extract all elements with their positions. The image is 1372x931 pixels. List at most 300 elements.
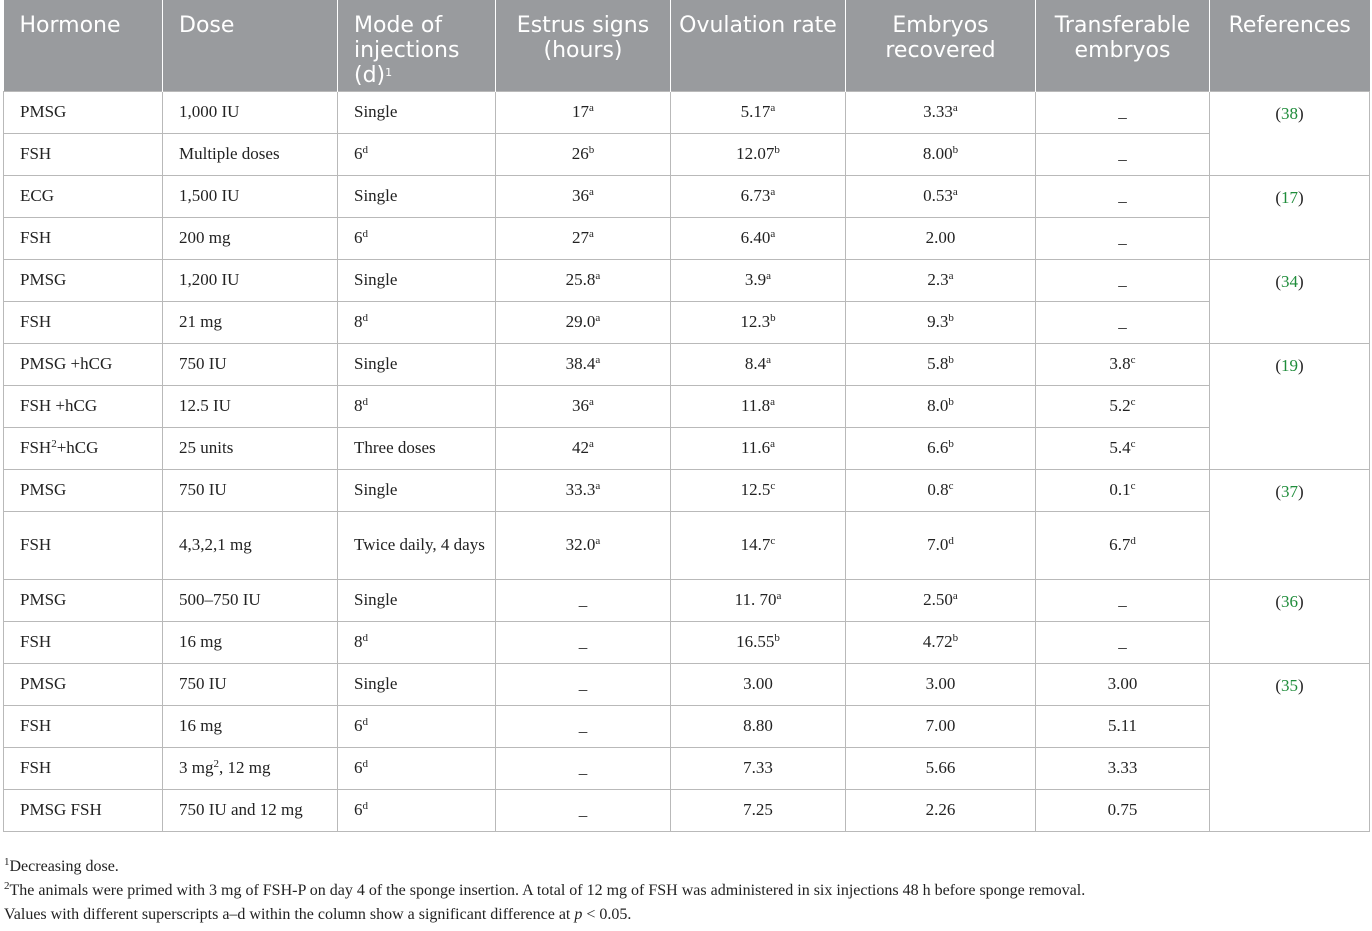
cell-dose xyxy=(163,789,338,831)
cell-transferable-value: 5.11 xyxy=(1107,716,1138,735)
cell-mode-superscript: d xyxy=(362,228,368,240)
cell-embryos-value: 7.00 xyxy=(925,716,956,735)
cell-embryos-value: 3.33 xyxy=(923,102,953,121)
cell-embryos xyxy=(846,511,1036,579)
cell-transferable-value: 5.2 xyxy=(1109,396,1131,415)
cell-ovulation xyxy=(671,747,846,789)
cell-ovulation xyxy=(671,217,846,259)
reference-link[interactable]: 19 xyxy=(1281,355,1298,375)
cell-ovulation-value: 6.73 xyxy=(740,186,771,205)
cell-embryos-superscript: a xyxy=(952,186,958,198)
cell-hormone xyxy=(4,175,163,217)
cell-ovulation xyxy=(671,427,846,469)
cell-embryos-value: 5.66 xyxy=(925,758,956,777)
cell-ovulation-value: 11.8 xyxy=(740,396,771,415)
cell-embryos-value: 2.3 xyxy=(927,270,949,289)
cell-ovulation-value: 14.7 xyxy=(740,535,771,554)
footnote-3-variable: p xyxy=(574,906,583,923)
cell-ovulation xyxy=(671,175,846,217)
cell-ovulation-value: 7.33 xyxy=(743,758,773,777)
cell-estrus-superscript: a xyxy=(589,228,594,240)
cell-ovulation-superscript: c xyxy=(770,535,776,547)
cell-dose-value: 200 mg xyxy=(179,228,231,247)
cell-ovulation xyxy=(671,259,846,301)
footnotes xyxy=(4,855,1364,927)
cell-reference xyxy=(1210,579,1370,663)
cell-estrus-value: _ xyxy=(578,632,588,651)
cell-estrus-superscript: a xyxy=(595,535,601,547)
cell-embryos-value: 2.50 xyxy=(923,590,953,609)
reference-open-paren: ( xyxy=(1275,355,1281,375)
cell-embryos xyxy=(846,385,1036,427)
reference-open-paren: ( xyxy=(1275,271,1281,291)
cell-estrus xyxy=(496,217,671,259)
cell-hormone xyxy=(4,747,163,789)
cell-embryos-value: 9.3 xyxy=(927,312,949,331)
cell-ovulation-value: 7.25 xyxy=(743,800,773,819)
cell-embryos-value: 6.6 xyxy=(927,438,949,457)
table-row xyxy=(4,705,1370,747)
cell-mode-superscript: d xyxy=(362,396,368,408)
cell-hormone xyxy=(4,217,163,259)
cell-dose xyxy=(163,469,338,511)
cell-estrus xyxy=(496,621,671,663)
cell-estrus-value: 26 xyxy=(571,144,589,163)
cell-mode-value: 6 xyxy=(354,800,363,819)
cell-ovulation-superscript: a xyxy=(766,270,772,282)
cell-dose xyxy=(163,175,338,217)
cell-estrus-value: 36 xyxy=(572,186,590,205)
cell-dose-value: 1,500 IU xyxy=(179,186,240,205)
cell-embryos-superscript: b xyxy=(948,312,954,324)
cell-dose-value: 750 IU and 12 mg xyxy=(179,800,303,819)
cell-transferable-superscript: c xyxy=(1130,396,1136,408)
cell-embryos-value: 0.8 xyxy=(927,480,949,499)
cell-hormone-superscript: 2 xyxy=(51,438,57,450)
cell-estrus-superscript: a xyxy=(589,102,594,114)
cell-hormone-value: FSH xyxy=(20,632,52,651)
cell-ovulation xyxy=(671,579,846,621)
col-header-references: References xyxy=(1210,0,1370,91)
cell-ovulation-value: 8.80 xyxy=(743,716,773,735)
cell-hormone-value: FSH xyxy=(20,758,52,777)
cell-embryos-superscript: b xyxy=(948,438,954,450)
cell-ovulation xyxy=(671,511,846,579)
cell-mode-superscript: d xyxy=(362,632,368,644)
cell-dose-value: 16 mg xyxy=(179,632,222,651)
cell-estrus-superscript: a xyxy=(589,186,594,198)
cell-dose-value: 4,3,2,1 mg xyxy=(179,535,252,554)
footnote-3-text: Values with different superscripts a–d within the column show a significant difference at xyxy=(4,906,571,923)
cell-dose xyxy=(163,133,338,175)
reference-link[interactable]: 17 xyxy=(1281,187,1298,207)
cell-mode-superscript: d xyxy=(362,312,368,324)
cell-reference xyxy=(1210,175,1370,259)
cell-dose-value: 750 IU xyxy=(179,354,227,373)
cell-transferable-superscript: c xyxy=(1130,480,1136,492)
cell-ovulation xyxy=(671,91,846,133)
cell-estrus-superscript: a xyxy=(595,480,601,492)
cell-embryos-superscript: b xyxy=(948,354,954,366)
cell-mode xyxy=(338,621,496,663)
cell-estrus xyxy=(496,343,671,385)
cell-mode xyxy=(338,469,496,511)
cell-mode xyxy=(338,91,496,133)
cell-hormone-value: PMSG xyxy=(20,480,67,499)
cell-transferable xyxy=(1036,175,1210,217)
cell-estrus-superscript: a xyxy=(595,270,601,282)
cell-mode-superscript: d xyxy=(362,144,368,156)
cell-embryos xyxy=(846,343,1036,385)
cell-mode-superscript: d xyxy=(362,758,368,770)
reference-close-paren: ) xyxy=(1298,103,1304,123)
cell-estrus xyxy=(496,789,671,831)
table-row xyxy=(4,579,1370,621)
cell-dose-superscript: 2 xyxy=(213,758,219,770)
reference-link[interactable]: 35 xyxy=(1281,675,1298,695)
cell-ovulation-superscript: a xyxy=(770,186,776,198)
reference-link[interactable]: 36 xyxy=(1281,591,1298,611)
table-row xyxy=(4,747,1370,789)
cell-embryos xyxy=(846,217,1036,259)
footnote-1-marker: 1 xyxy=(4,856,10,868)
table-container xyxy=(3,0,1369,832)
cell-transferable xyxy=(1036,621,1210,663)
cell-transferable-value: 3.00 xyxy=(1107,674,1138,693)
cell-transferable-value: _ xyxy=(1118,312,1127,331)
cell-transferable-superscript: c xyxy=(1130,438,1136,450)
cell-hormone-value: PMSG xyxy=(20,102,67,121)
cell-dose xyxy=(163,747,338,789)
cell-estrus xyxy=(496,511,671,579)
cell-embryos xyxy=(846,747,1036,789)
cell-estrus-value: _ xyxy=(578,674,588,693)
cell-estrus-value: 17 xyxy=(572,102,590,121)
cell-embryos-value: 0.53 xyxy=(923,186,953,205)
cell-transferable xyxy=(1036,385,1210,427)
cell-embryos xyxy=(846,259,1036,301)
cell-ovulation xyxy=(671,663,846,705)
cell-mode-value: Three doses xyxy=(354,438,436,457)
reference-link[interactable]: 37 xyxy=(1281,481,1298,501)
table-row xyxy=(4,133,1370,175)
cell-mode-value: 6 xyxy=(354,228,363,247)
cell-mode xyxy=(338,217,496,259)
cell-hormone xyxy=(4,91,163,133)
cell-embryos xyxy=(846,91,1036,133)
cell-transferable-value: _ xyxy=(1118,102,1127,121)
cell-hormone xyxy=(4,469,163,511)
cell-transferable-superscript: d xyxy=(1130,535,1136,547)
cell-ovulation-superscript: a xyxy=(766,354,772,366)
cell-mode xyxy=(338,789,496,831)
cell-mode-superscript: d xyxy=(362,716,368,728)
cell-embryos-superscript: a xyxy=(952,102,958,114)
cell-embryos-value: 8.00 xyxy=(922,144,953,163)
cell-ovulation-superscript: a xyxy=(770,438,775,450)
cell-estrus xyxy=(496,705,671,747)
cell-estrus-value: _ xyxy=(578,758,588,777)
cell-mode-value: 6 xyxy=(354,144,363,163)
cell-transferable xyxy=(1036,133,1210,175)
table-row xyxy=(4,385,1370,427)
cell-dose-value: 500–750 IU xyxy=(179,590,261,609)
cell-embryos-value: 3.00 xyxy=(925,674,956,693)
table-row xyxy=(4,175,1370,217)
cell-ovulation xyxy=(671,705,846,747)
cell-ovulation-superscript: b xyxy=(774,144,780,156)
cell-embryos xyxy=(846,175,1036,217)
cell-ovulation-value: 11. 70 xyxy=(734,590,777,609)
cell-ovulation-value: 8.4 xyxy=(744,354,767,373)
header-row xyxy=(4,0,1370,91)
cell-ovulation-value: 12.3 xyxy=(740,312,771,331)
cell-hormone-value: PMSG +hCG xyxy=(20,354,113,373)
cell-embryos-superscript: d xyxy=(948,535,954,547)
cell-dose xyxy=(163,705,338,747)
reference-link[interactable]: 34 xyxy=(1281,271,1298,291)
cell-mode-superscript: d xyxy=(362,800,368,812)
reference-link[interactable]: 38 xyxy=(1281,103,1298,123)
cell-transferable-value: 6.7 xyxy=(1109,535,1131,554)
cell-transferable-value: 3.8 xyxy=(1109,354,1131,373)
cell-transferable xyxy=(1036,217,1210,259)
cell-embryos xyxy=(846,469,1036,511)
reference-close-paren: ) xyxy=(1298,271,1304,291)
cell-transferable xyxy=(1036,663,1210,705)
cell-dose-value: 1,000 IU xyxy=(179,102,240,121)
cell-embryos-value: 5.8 xyxy=(927,354,949,373)
cell-transferable-superscript: c xyxy=(1130,354,1136,366)
cell-mode xyxy=(338,301,496,343)
cell-hormone xyxy=(4,133,163,175)
cell-ovulation-superscript: a xyxy=(770,102,776,114)
cell-dose xyxy=(163,663,338,705)
cell-dose-value: 16 mg xyxy=(179,716,222,735)
reference-close-paren: ) xyxy=(1298,675,1304,695)
cell-transferable-value: _ xyxy=(1118,590,1127,609)
cell-hormone-value: PMSG xyxy=(20,270,67,289)
cell-estrus-superscript: a xyxy=(589,396,594,408)
cell-mode xyxy=(338,133,496,175)
cell-dose xyxy=(163,579,338,621)
cell-ovulation-value: 16.55 xyxy=(736,632,775,651)
cell-ovulation xyxy=(671,301,846,343)
cell-dose xyxy=(163,259,338,301)
col-header-mode xyxy=(338,0,496,91)
cell-ovulation xyxy=(671,789,846,831)
cell-hormone xyxy=(4,343,163,385)
cell-mode-value: Single xyxy=(354,590,398,609)
cell-estrus xyxy=(496,91,671,133)
cell-reference xyxy=(1210,259,1370,343)
cell-mode-value: 8 xyxy=(354,312,363,331)
cell-estrus-value: 36 xyxy=(572,396,590,415)
cell-dose-value: 3 mg xyxy=(179,758,214,777)
cell-transferable xyxy=(1036,511,1210,579)
col-header-mode-sup: 1 xyxy=(385,66,393,79)
reference-open-paren: ( xyxy=(1275,103,1281,123)
cell-embryos-superscript: a xyxy=(948,270,954,282)
reference-close-paren: ) xyxy=(1298,481,1304,501)
table-row xyxy=(4,259,1370,301)
cell-estrus xyxy=(496,175,671,217)
cell-ovulation xyxy=(671,469,846,511)
cell-transferable-value: 0.75 xyxy=(1107,800,1138,819)
cell-ovulation-value: 11.6 xyxy=(740,438,771,457)
cell-ovulation-superscript: a xyxy=(776,590,782,602)
cell-dose xyxy=(163,427,338,469)
cell-dose-suffix: , 12 mg xyxy=(218,758,271,777)
cell-dose xyxy=(163,621,338,663)
footnote-2-text: The animals were primed with 3 mg of FSH-P on day 4 of the sponge insertion. A total of 12 mg of FSH was administered in six injections 48 h before sponge removal. xyxy=(9,882,1086,899)
table-row xyxy=(4,301,1370,343)
cell-estrus xyxy=(496,301,671,343)
cell-estrus xyxy=(496,259,671,301)
cell-transferable-value: _ xyxy=(1118,144,1127,163)
cell-mode-value: 8 xyxy=(354,396,363,415)
cell-estrus xyxy=(496,385,671,427)
table-row xyxy=(4,663,1370,705)
table-body xyxy=(4,91,1370,831)
cell-embryos-superscript: b xyxy=(952,632,959,644)
table-row xyxy=(4,91,1370,133)
table-row xyxy=(4,621,1370,663)
cell-ovulation-superscript: c xyxy=(770,480,776,492)
cell-reference xyxy=(1210,663,1370,831)
table-row xyxy=(4,217,1370,259)
cell-dose xyxy=(163,217,338,259)
cell-dose-value: Multiple doses xyxy=(179,144,280,163)
cell-embryos-value: 7.0 xyxy=(927,535,949,554)
cell-ovulation-superscript: b xyxy=(770,312,776,324)
cell-dose xyxy=(163,511,338,579)
cell-hormone xyxy=(4,259,163,301)
cell-embryos-superscript: c xyxy=(948,480,954,492)
cell-mode-value: Single xyxy=(354,354,398,373)
cell-dose xyxy=(163,343,338,385)
cell-ovulation-value: 5.17 xyxy=(740,102,771,121)
cell-hormone xyxy=(4,385,163,427)
cell-embryos-superscript: b xyxy=(948,396,954,408)
table-row xyxy=(4,789,1370,831)
cell-mode-value: 6 xyxy=(354,758,363,777)
cell-mode-value: Single xyxy=(354,480,398,499)
cell-dose-value: 1,200 IU xyxy=(179,270,240,289)
cell-estrus xyxy=(496,133,671,175)
cell-hormone-value: FSH xyxy=(20,144,52,163)
cell-estrus-value: 27 xyxy=(572,228,590,247)
cell-estrus-value: 29.0 xyxy=(565,312,596,331)
cell-hormone xyxy=(4,511,163,579)
cell-estrus-value: _ xyxy=(578,590,588,609)
cell-transferable xyxy=(1036,301,1210,343)
col-header-hormone: Hormone xyxy=(4,0,163,91)
cell-transferable-value: 3.33 xyxy=(1107,758,1138,777)
table-row xyxy=(4,469,1370,511)
cell-mode xyxy=(338,175,496,217)
cell-transferable xyxy=(1036,579,1210,621)
cell-ovulation-value: 12.5 xyxy=(740,480,771,499)
reference-open-paren: ( xyxy=(1275,675,1281,695)
cell-dose xyxy=(163,301,338,343)
cell-mode-value: Single xyxy=(354,270,398,289)
cell-estrus xyxy=(496,663,671,705)
cell-embryos-superscript: b xyxy=(952,144,959,156)
cell-hormone xyxy=(4,789,163,831)
cell-hormone xyxy=(4,621,163,663)
table-row xyxy=(4,511,1370,579)
col-header-dose: Dose xyxy=(163,0,338,91)
col-header-estrus: Estrus signs (hours) xyxy=(496,0,671,91)
cell-transferable-value: _ xyxy=(1118,270,1127,289)
cell-hormone-value: FSH xyxy=(20,716,52,735)
col-header-embryos: Embryos recovered xyxy=(846,0,1036,91)
cell-embryos xyxy=(846,579,1036,621)
cell-estrus xyxy=(496,427,671,469)
reference-open-paren: ( xyxy=(1275,187,1281,207)
cell-transferable-value: 0.1 xyxy=(1109,480,1131,499)
cell-estrus xyxy=(496,469,671,511)
cell-dose xyxy=(163,385,338,427)
cell-embryos-value: 8.0 xyxy=(927,396,949,415)
cell-transferable xyxy=(1036,91,1210,133)
cell-hormone-value: FSH xyxy=(20,438,52,457)
footnote-1 xyxy=(4,855,1364,879)
col-header-ovulation: Ovulation rate xyxy=(671,0,846,91)
cell-dose-value: 750 IU xyxy=(179,674,227,693)
cell-embryos-superscript: a xyxy=(952,590,958,602)
cell-hormone-value: FSH +hCG xyxy=(20,396,98,415)
cell-transferable xyxy=(1036,343,1210,385)
cell-embryos xyxy=(846,133,1036,175)
cell-ovulation-value: 3.9 xyxy=(744,270,767,289)
cell-embryos xyxy=(846,427,1036,469)
footnote-2 xyxy=(4,879,1364,903)
cell-estrus-superscript: a xyxy=(589,438,594,450)
cell-transferable-value: 5.4 xyxy=(1109,438,1131,457)
cell-estrus-value: _ xyxy=(578,716,588,735)
cell-hormone xyxy=(4,427,163,469)
footnote-3-end: < 0.05. xyxy=(586,906,632,923)
col-header-transferable: Transferable embryos xyxy=(1036,0,1210,91)
cell-dose-value: 25 units xyxy=(179,438,234,457)
cell-dose-value: 12.5 IU xyxy=(179,396,231,415)
cell-mode xyxy=(338,259,496,301)
hormone-table xyxy=(3,0,1370,832)
cell-embryos-value: 2.00 xyxy=(925,228,956,247)
cell-reference xyxy=(1210,343,1370,469)
cell-mode-value: Twice daily, 4 days xyxy=(354,535,485,554)
reference-close-paren: ) xyxy=(1298,591,1304,611)
cell-dose-value: 21 mg xyxy=(179,312,222,331)
cell-embryos-value: 2.26 xyxy=(925,800,956,819)
cell-hormone-value: PMSG FSH xyxy=(20,800,102,819)
cell-ovulation xyxy=(671,343,846,385)
cell-estrus xyxy=(496,579,671,621)
cell-estrus xyxy=(496,747,671,789)
cell-reference xyxy=(1210,91,1370,175)
cell-mode xyxy=(338,747,496,789)
cell-embryos xyxy=(846,789,1036,831)
footnote-3 xyxy=(4,903,1364,927)
cell-transferable-value: _ xyxy=(1118,186,1127,205)
cell-ovulation-value: 12.07 xyxy=(736,144,775,163)
reference-close-paren: ) xyxy=(1298,355,1304,375)
col-header-mode-label: Mode of injections (d) xyxy=(354,13,460,88)
cell-embryos xyxy=(846,621,1036,663)
cell-ovulation-value: 6.40 xyxy=(740,228,771,247)
